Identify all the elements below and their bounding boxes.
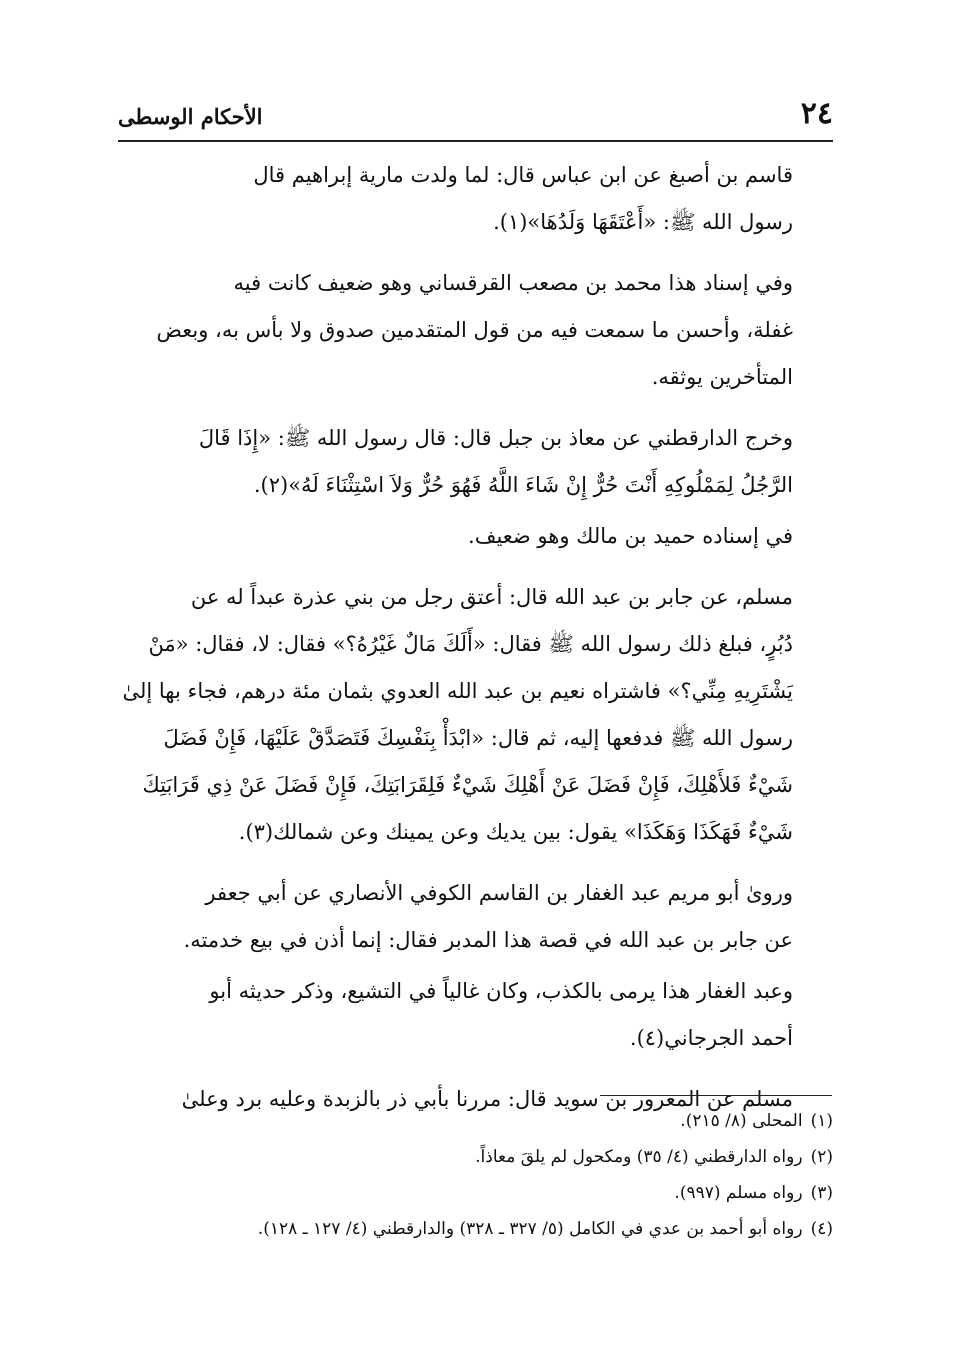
text-line: غفلة، وأحسن ما سمعت فيه من قول المتقدمين صدوق ولا بأس به، وبعض [156, 318, 793, 342]
text-line: دُبُرٍ، فبلغ ذلك رسول الله ﷺ فقال: «أَلَكَ مَالٌ غَيْرُهُ؟» فقال: لا، فقال: «مَنْ [148, 632, 793, 656]
page-header [118, 88, 833, 132]
text-line: المتأخرين يوثقه. [651, 365, 793, 389]
footnote-text: المحلى (٨/ ٢١٥). [680, 1111, 803, 1131]
text-line: يَشْتَرِيهِ مِنِّي؟» فاشتراه نعيم بن عبد الله العدوي بثمان مئة درهم، فجاء بها إلىٰ [122, 679, 793, 703]
footnotes [118, 1103, 833, 1247]
text-line: شَيْءٌ فَلأَهْلِكَ، فَإِنْ فَضَلَ عَنْ أَهْلِكَ شَيْءٌ فَلِقَرَابَتِكَ، فَإِنْ فَضَلَ عَنْ ذِي قَرَابَتِكَ [142, 773, 793, 797]
paragraph [118, 152, 833, 246]
text-line: وفي إسناد هذا محمد بن مصعب القرقساني وهو ضعيف كانت فيه [233, 271, 793, 295]
footnote-item [118, 1211, 833, 1247]
paragraph [118, 513, 833, 560]
footnote-item [118, 1103, 833, 1139]
footnote-number: (٢) [810, 1147, 833, 1167]
paragraph [118, 574, 833, 856]
text-line: مسلم عن المعرور بن سويد قال: مررنا بأبي ذر بالزبدة وعليه برد وعلىٰ [181, 1087, 793, 1111]
footnote-item [118, 1139, 833, 1175]
text-line: وخرج الدارقطني عن معاذ بن جبل قال: قال رسول الله ﷺ: «إِذَا قَالَ [198, 426, 793, 450]
paragraph [118, 870, 833, 964]
footnote-number: (١) [810, 1111, 833, 1131]
text-line: عن جابر بن عبد الله في قصة هذا المدبر فقال: إنما أذن في بيع خدمته. [183, 928, 793, 952]
text-line: الرَّجُلُ لِمَمْلُوكِهِ أَنْتَ حُرٌّ إِنْ شَاءَ اللَّهُ فَهُوَ حُرٌّ وَلاَ اسْتِثْنَاءَ لَهُ»(٢). [253, 473, 793, 497]
text-line: قاسم بن أصبغ عن ابن عباس قال: لما ولدت مارية إبراهيم قال [253, 163, 793, 187]
text-line: رسول الله ﷺ: «أَعْتَقَهَا وَلَدُهَا»(١). [493, 210, 793, 234]
text-line: وعبد الغفار هذا يرمى بالكذب، وكان غالياً في التشيع، وذكر حديثه أبو [209, 979, 793, 1003]
body-text [118, 152, 833, 1123]
footnote-rule [600, 1095, 832, 1096]
text-line: شَيْءٌ فَهَكَذَا وَهَكَذَا» يقول: بين يديك وعن يمينك وعن شمالك(٣). [238, 820, 793, 844]
paragraph [118, 260, 833, 401]
text-line: وروىٰ أبو مريم عبد الغفار بن القاسم الكوفي الأنصاري عن أبي جعفر [205, 881, 793, 905]
text-line: في إسناده حميد بن مالك وهو ضعيف. [468, 524, 793, 548]
page-number: ٢٤ [800, 96, 833, 131]
running-title: الأحكام الوسطى [118, 104, 263, 129]
footnote-text: رواه أبو أحمد بن عدي في الكامل (٥/ ٣٢٧ ـ ٣٢٨) والدارقطني (٤/ ١٢٧ ـ ١٢٨). [257, 1219, 803, 1239]
header-rule [118, 140, 833, 142]
text-line: رسول الله ﷺ فدفعها إليه، ثم قال: «ابْدَأْ بِنَفْسِكَ فَتَصَدَّقْ عَلَيْهَا، فَإِنْ فَضَلَ [163, 726, 793, 750]
paragraph [118, 415, 833, 509]
footnote-number: (٤) [810, 1219, 833, 1239]
footnote-text: رواه الدارقطني (٤/ ٣٥) ومكحول لم يلقَ معاذاً. [475, 1147, 803, 1167]
text-line: أحمد الجرجاني(٤). [629, 1026, 793, 1050]
paragraph [118, 968, 833, 1062]
footnote-item [118, 1175, 833, 1211]
footnote-number: (٣) [810, 1183, 833, 1203]
text-line: مسلم، عن جابر بن عبد الله قال: أعتق رجل من بني عذرة عبداً له عن [190, 585, 793, 609]
footnote-text: رواه مسلم (٩٩٧). [674, 1183, 803, 1203]
